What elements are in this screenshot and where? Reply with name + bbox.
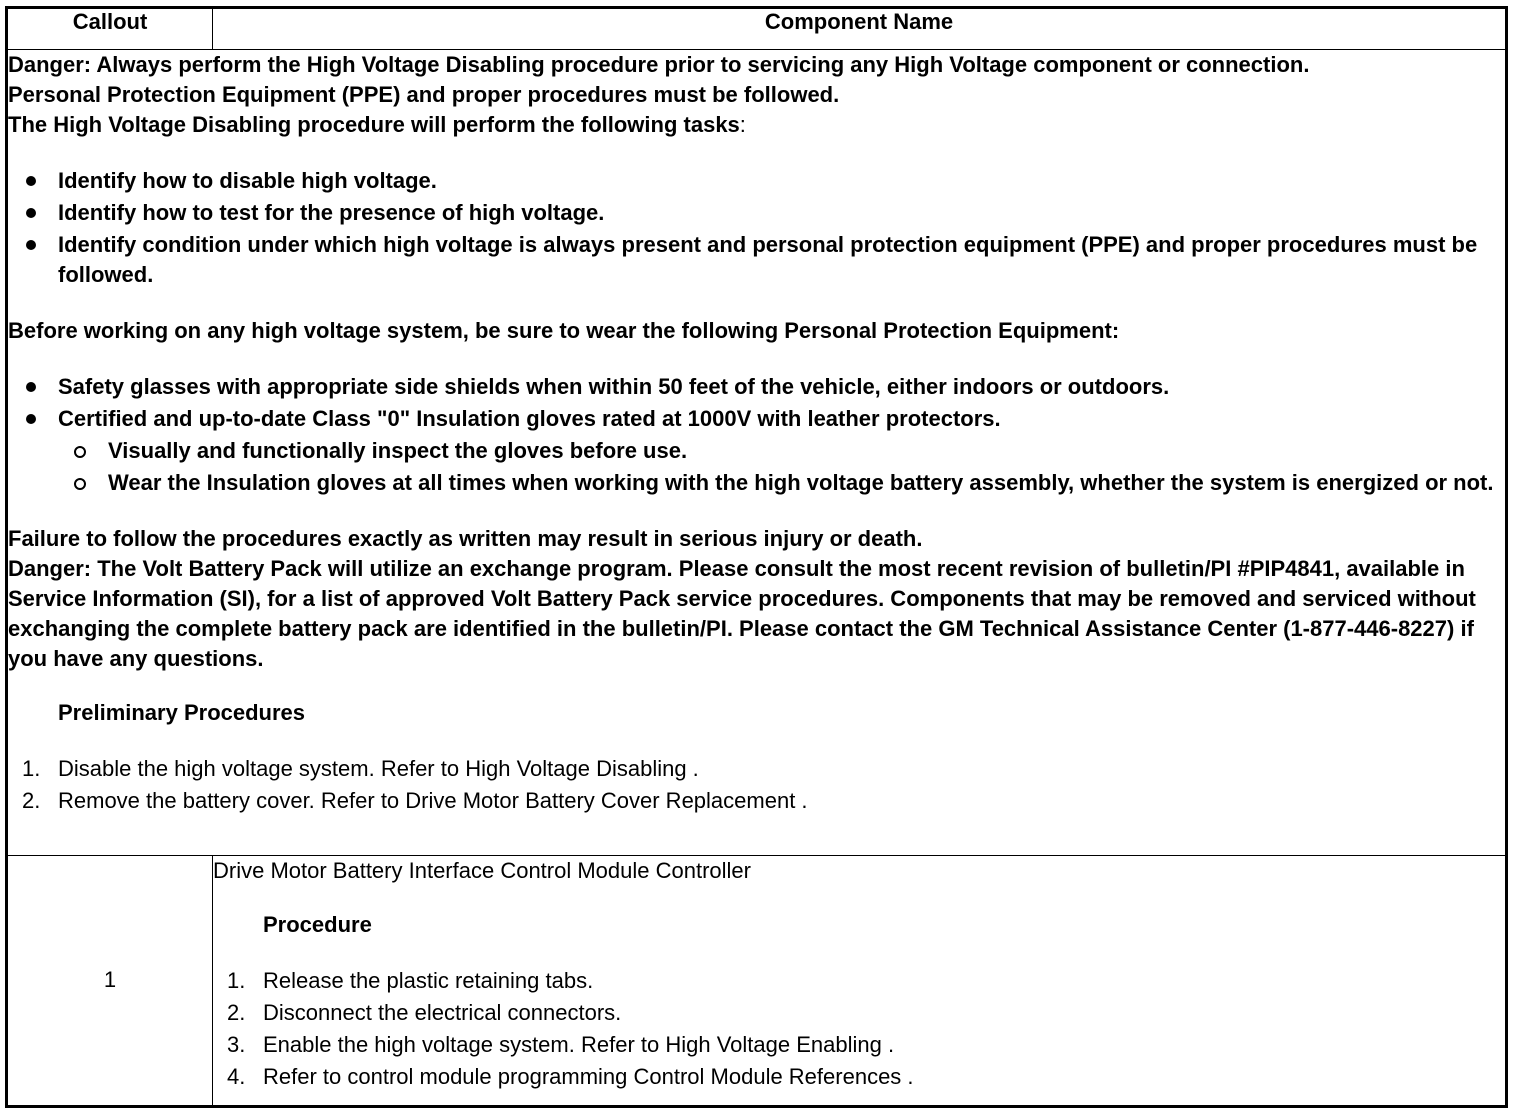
step-number: 2. bbox=[227, 999, 246, 1025]
list-item: Identify how to test for the presence of high voltage. bbox=[8, 198, 1505, 228]
failure-warning: Failure to follow the procedures exactly as written may result in serious injury or death. bbox=[8, 526, 923, 551]
list-item bbox=[8, 786, 1505, 816]
list-item bbox=[213, 998, 1505, 1028]
procedure-heading: Procedure bbox=[263, 911, 372, 937]
glove-sublist bbox=[58, 436, 1505, 498]
preliminary-steps bbox=[8, 754, 1505, 816]
danger-warning-1: Danger: Always perform the High Voltage Disabling procedure prior to servicing any High Voltage component or connection. bbox=[8, 52, 1310, 77]
preliminary-heading: Preliminary Procedures bbox=[58, 700, 306, 725]
step-number: 1. bbox=[22, 756, 41, 781]
table-header-row bbox=[7, 8, 1507, 50]
step-text: Enable the high voltage system. Refer to High Voltage Enabling . bbox=[263, 1031, 895, 1057]
tasks-intro-text: The High Voltage Disabling procedure will perform the following tasks bbox=[8, 112, 740, 137]
step-text: Release the plastic retaining tabs. bbox=[263, 967, 594, 993]
tasks-intro bbox=[8, 110, 1505, 140]
ppe-list bbox=[8, 372, 1505, 498]
list-item bbox=[8, 404, 1505, 498]
tasks-list bbox=[8, 166, 1505, 290]
tasks-intro-colon: : bbox=[739, 112, 746, 137]
sublist-item: Visually and functionally inspect the gloves before use. bbox=[58, 436, 1505, 466]
list-item: Identify condition under which high voltage is always present and personal protection equipment (PPE) and proper procedures must be followed. bbox=[8, 230, 1505, 290]
list-item bbox=[213, 1062, 1505, 1092]
list-item bbox=[213, 1030, 1505, 1060]
procedure-steps bbox=[213, 966, 1505, 1092]
step-number: 2. bbox=[22, 788, 41, 813]
list-item: Safety glasses with appropriate side shields when within 50 feet of the vehicle, either indoors or outdoors. bbox=[8, 372, 1505, 402]
intro-cell bbox=[7, 50, 1507, 856]
before-working-line: Before working on any high voltage system, be sure to wear the following Personal Protection Equipment: bbox=[8, 318, 1120, 343]
component-name-header: Component Name bbox=[213, 8, 1507, 50]
table-row bbox=[7, 855, 1507, 1106]
step-text: Remove the battery cover. Refer to Drive Motor Battery Cover Replacement . bbox=[58, 788, 808, 813]
step-number: 1. bbox=[227, 967, 246, 993]
danger-warning-2: Danger: The Volt Battery Pack will utilize an exchange program. Please consult the most recent revision of bulletin/PI #PIP4841, available in Service Information (SI), for a list of approved Volt Battery Pack service procedures. Components that may be removed and serviced without exchanging the complete battery pack are identified in the bulletin/PI. Please contact the GM Technical Assistance Center (1-877-446-8227) if you have any questions. bbox=[8, 556, 1476, 671]
list-item: Identify how to disable high voltage. bbox=[8, 166, 1505, 196]
list-item bbox=[213, 966, 1505, 996]
step-number: 3. bbox=[227, 1031, 246, 1057]
ppe-requirement: Personal Protection Equipment (PPE) and proper procedures must be followed. bbox=[8, 82, 840, 107]
component-cell bbox=[213, 855, 1507, 1106]
intro-row bbox=[7, 50, 1507, 856]
procedure-table bbox=[5, 6, 1508, 1108]
list-item bbox=[8, 754, 1505, 784]
step-text: Refer to control module programming Control Module References . bbox=[263, 1063, 914, 1089]
sublist-item: Wear the Insulation gloves at all times when working with the high voltage battery assembly, whether the system is energized or not. bbox=[58, 468, 1505, 498]
callout-header: Callout bbox=[7, 8, 213, 50]
step-number: 4. bbox=[227, 1063, 246, 1089]
step-text: Disconnect the electrical connectors. bbox=[263, 999, 622, 1025]
callout-number: 1 bbox=[7, 855, 213, 1106]
list-item-text: Certified and up-to-date Class "0" Insulation gloves rated at 1000V with leather protectors. bbox=[58, 406, 1001, 431]
component-name: Drive Motor Battery Interface Control Module Controller bbox=[213, 857, 751, 883]
step-text: Disable the high voltage system. Refer to High Voltage Disabling . bbox=[58, 756, 699, 781]
